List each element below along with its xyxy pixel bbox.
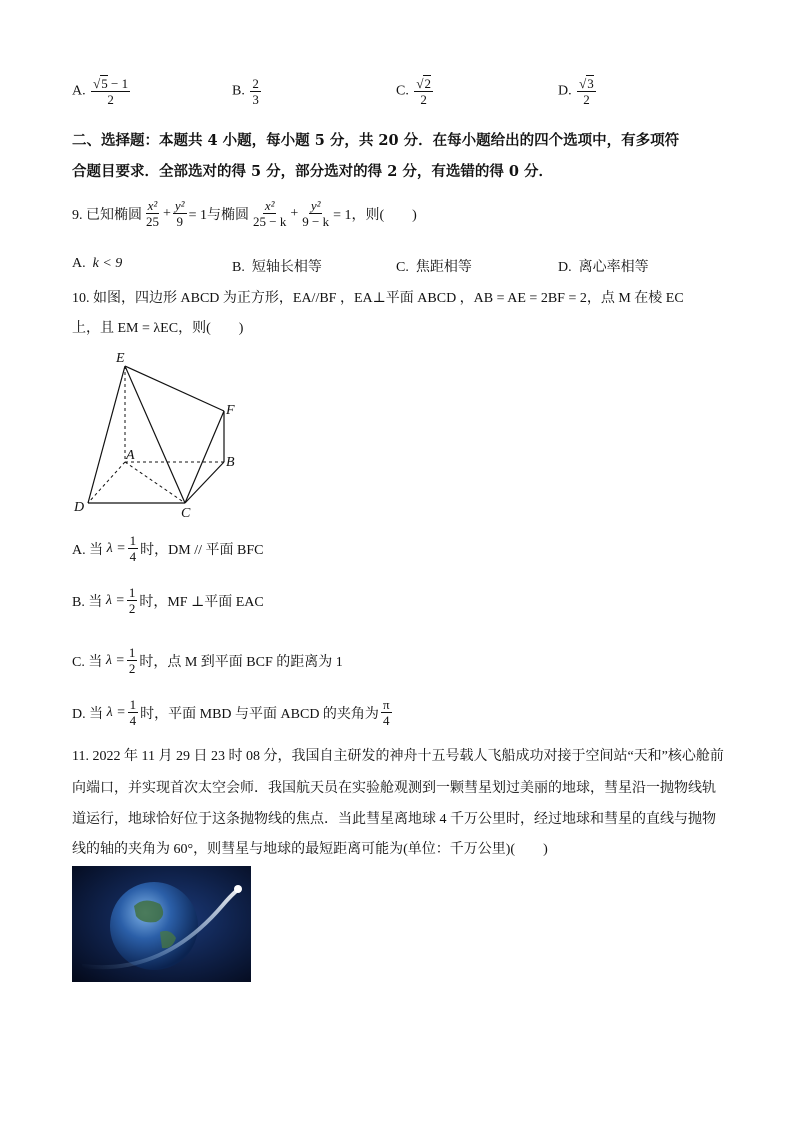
lambda-eq: λ = [105, 652, 125, 668]
radicand: 2 [424, 76, 431, 91]
lambda-eq: λ = [105, 592, 125, 608]
label-C: C [181, 506, 191, 520]
option-text: 短轴长相等 [251, 260, 322, 275]
denominator: 4 [129, 549, 137, 564]
q9-option-a [72, 256, 122, 272]
option-text: 时，点 M 到平面 BCF 的距离为 1 [139, 654, 343, 670]
fraction [144, 198, 161, 229]
earth-comet-photo [72, 866, 251, 982]
edge-FC [185, 411, 224, 503]
q11-stem-line2: 向端口，并实现首次太空会师．我国航天员在实验舱观测到一颗彗星划过美丽的地球，彗星沿一抛物线轨 [72, 781, 716, 796]
label-B: B [226, 455, 235, 470]
numerator: 1 [128, 585, 136, 600]
fraction [251, 198, 288, 229]
q9-option-b [232, 256, 322, 276]
q10-option-d [72, 697, 394, 728]
q8-option-a [72, 76, 132, 107]
label-F: F [226, 403, 235, 418]
option-text: 焦距相等 [415, 260, 472, 275]
numerator: x² [147, 198, 158, 213]
numerator: y² [174, 198, 185, 213]
denominator: 9 [176, 214, 183, 229]
fraction: $\frac{√3}{2}$ [579, 76, 594, 107]
edge-EF [125, 366, 224, 411]
q9-mid-text: = 1与椭圆 [188, 207, 249, 223]
denominator: 25 − k [252, 214, 287, 229]
option-label: D. 当 [72, 706, 104, 722]
option-label: A. [72, 256, 86, 271]
fraction [127, 645, 138, 676]
q9-prefix: 9. 已知椭圆 [72, 207, 142, 223]
option-label: D. [558, 260, 572, 275]
denominator: 4 [129, 713, 137, 728]
q11-stem-line4: 线的轴的夹角为 60°，则彗星与地球的最短距离可能为(单位：千万公里)( ) [72, 842, 548, 857]
radicand: 3 [587, 76, 594, 91]
q11-stem-line1: 11. 2022 年 11 月 29 日 23 时 08 分，我国自主研发的神舟十五号载人飞船成功对接于空间站“天和”核心舱前 [72, 749, 724, 764]
q9-stem [72, 198, 417, 229]
q10-stem-line1: 10. 如图，四边形 ABCD 为正方形，EA//BF ，EA⊥平面 ABCD ，AB = AE = 2BF = 2，点 M 在棱 EC [72, 291, 684, 306]
edge-ED [88, 366, 125, 503]
option-label: B. 当 [72, 594, 103, 610]
option-label: B. [232, 260, 245, 275]
option-text: k < 9 [92, 256, 123, 271]
denominator: 9 − k [302, 214, 330, 229]
edge-BC [185, 462, 224, 503]
numerator: y² [310, 198, 321, 213]
denominator: 2 [128, 601, 136, 616]
fraction [300, 198, 331, 229]
denominator: 2 [128, 661, 136, 676]
option-label: C. 当 [72, 654, 103, 670]
fraction [381, 697, 392, 728]
section-heading-line1: 二、选择题：本题共 4 小题，每小题 5 分，共 20 分．在每小题给出的四个选项中，有多项符 [72, 132, 680, 149]
numerator: x² [264, 198, 275, 213]
numerator: π [382, 697, 390, 712]
q8-option-d [558, 76, 598, 107]
option-label: A. [72, 83, 86, 99]
option-text: 时，DM // 平面 BFC [140, 542, 264, 558]
numerator: 1 [129, 533, 137, 548]
q10-stem-line2: 上，且 EM = λEC，则( ) [72, 321, 244, 336]
option-label: D. [558, 83, 572, 99]
denominator: 2 [420, 92, 427, 107]
fraction [250, 76, 261, 107]
option-text: 时，MF ⊥平面 EAC [139, 594, 264, 610]
numerator: 1 [128, 645, 136, 660]
q10-option-a [72, 533, 263, 564]
fraction [173, 198, 187, 229]
comet-head [234, 885, 242, 893]
option-text: 时，平面 MBD 与平面 ABCD 的夹角为 [140, 706, 379, 722]
plus-sign: + [290, 205, 299, 221]
q9-option-d [558, 256, 649, 276]
lambda-eq: λ = [106, 704, 126, 720]
denominator: 25 [146, 214, 159, 229]
option-label: B. [232, 83, 245, 99]
q10-option-c [72, 645, 343, 676]
section-heading-line2: 合题目要求．全部选对的得 5 分，部分选对的得 2 分，有选错的得 0 分． [72, 163, 554, 180]
denominator: 4 [382, 713, 390, 728]
q8-option-c [396, 76, 435, 107]
fraction: $\frac{√5 - 1}{2}$ [93, 76, 129, 107]
q11-stem-line3: 道运行，地球恰好位于这条抛物线的焦点．当此彗星离地球 4 千万公里时，经过地球和彗星的直线与抛物 [72, 812, 716, 827]
fraction [128, 697, 139, 728]
geometry-figure [72, 348, 247, 520]
option-text: 离心率相等 [578, 260, 649, 275]
option-label: C. [396, 260, 409, 275]
fraction [128, 533, 139, 564]
numerator-tail: − 1 [107, 76, 129, 91]
label-A: A [126, 448, 135, 463]
radicand: 5 [101, 76, 108, 91]
denominator: 3 [252, 92, 259, 107]
denominator: 2 [107, 92, 114, 107]
option-label: A. 当 [72, 542, 104, 558]
label-E: E [116, 351, 125, 366]
denominator: 2 [583, 92, 590, 107]
q9-option-c [396, 256, 472, 276]
numerator: 2 [252, 76, 259, 91]
numerator: 1 [129, 697, 137, 712]
lambda-eq: λ = [106, 540, 126, 556]
fraction [127, 585, 138, 616]
q9-end-text: = 1，则( ) [333, 207, 417, 223]
fraction: $\frac{√2}{2}$ [416, 76, 431, 107]
option-label: C. [396, 83, 409, 99]
q8-option-b [232, 76, 263, 107]
label-D: D [74, 500, 85, 515]
plus-sign: + [163, 205, 171, 221]
q10-option-b [72, 585, 264, 616]
